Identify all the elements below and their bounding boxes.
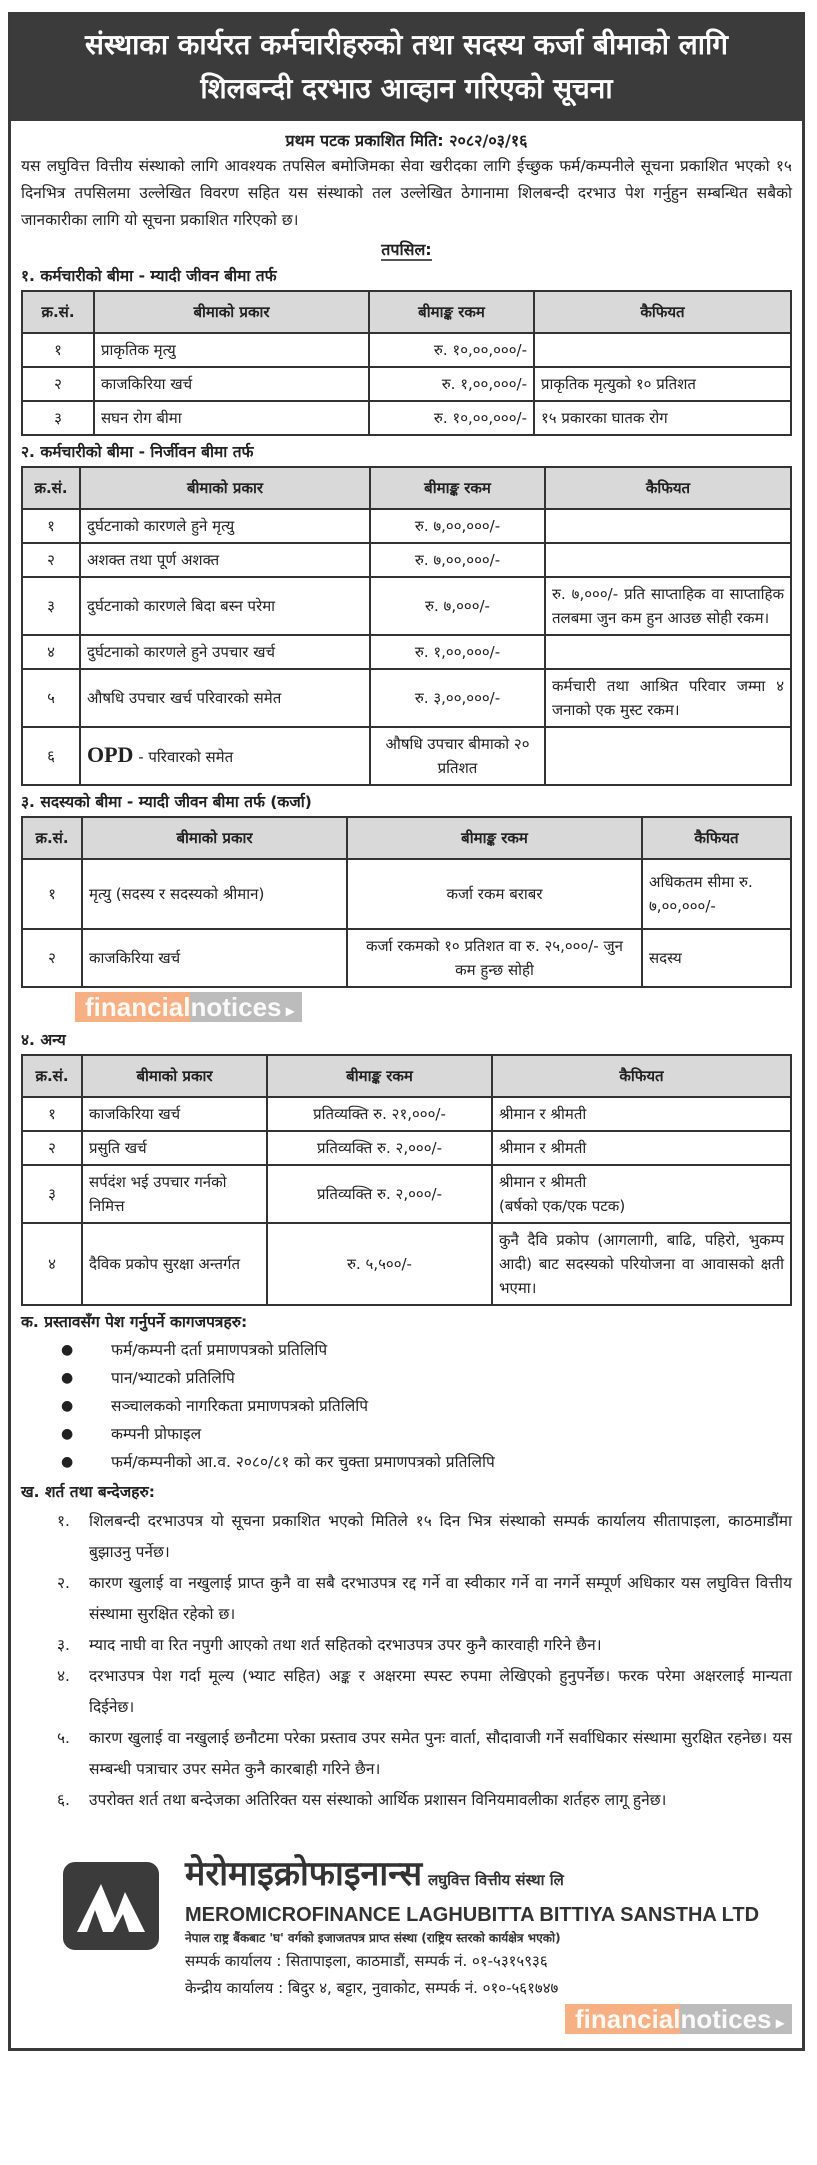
notice-frame <box>8 12 805 2051</box>
cell-amount: कर्जा रकम बराबर <box>347 859 642 929</box>
term-text: उपरोक्त शर्त तथा बन्देजका अतिरिक्त यस संस्थाको आर्थिक प्रशासन विनियमावलीका शर्तहरु लागू हुनेछ। <box>89 1791 667 1809</box>
cell-amount: रु. ५,५००/- <box>267 1223 492 1305</box>
cell-amount: रु. ७,००,०००/- <box>370 509 545 543</box>
section-4-table <box>21 1054 792 1306</box>
cell-sn: २ <box>22 543 80 577</box>
cell-amount: रु. १,००,०००/- <box>370 635 545 669</box>
cell-remarks: रु. ७,०००/- प्रति साप्ताहिक वा साप्ताहिक तलबमा जुन कम हुन आउछ सोही रकम। <box>545 577 791 635</box>
list-item-text: फर्म/कम्पनी दर्ता प्रमाणपत्रको प्रतिलिपि <box>111 1341 328 1359</box>
term-item <box>57 1785 792 1816</box>
org-name-english: MEROMICROFINANCE LAGHUBITTA BITTIYA SANSTHA LTD <box>185 1904 760 1926</box>
cell-sn: ३ <box>22 401 94 435</box>
term-item <box>57 1661 792 1723</box>
cell-type: औषधि उपचार खर्च परिवारको समेत <box>80 669 370 727</box>
title-line-2: शिलबन्दी दरभाउ आव्हान गरिएको सूचना <box>200 72 613 105</box>
cell-sn: २ <box>22 929 82 987</box>
cell-amount: रु. १०,००,०००/- <box>369 333 534 367</box>
term-text: कारण खुलाई वा नखुलाई प्राप्त कुनै वा सबै दरभाउपत्र रद्द गर्ने वा स्वीकार गर्ने वा नगर्ने सम्पूर्ण अधिकार यस लघुवित्त वित्तीय संस्थामा सुरक्षित रहेको छ। <box>89 1574 792 1623</box>
header-amount: बीमाङ्क रकम <box>347 817 642 859</box>
central-office: केन्द्रीय कार्यालय : बिदुर ४, बट्टार, नुवाकोट, सम्पर्क नं. ०१०-५६१७४७ <box>185 1979 559 1997</box>
header-type: बीमाको प्रकार <box>82 817 347 859</box>
term-number: ४. <box>57 1667 70 1685</box>
intro-paragraph: यस लघुवित्त वित्तीय संस्थाको लागि आवश्यक तपसिल बमोजिमका सेवा खरीदका लागि ईच्छुक फर्म/कम्पनीले सूचना प्रकाशित भएको १५ दिनभित्र तपसिलमा उल्लेखित विवरण सहित यस संस्थाको तल उल्लेखित ठेगानामा शिलबन्दी दरभाउ पेश गर्नुहुन सम्बन्धित सबैको जानकारीका लागि यो सूचना प्रकाशित गरिएको छ। <box>21 157 792 229</box>
licence-text: नेपाल राष्ट्र बैंकबाट 'घ' वर्गको इजाजतपत्र प्राप्त संस्था (राष्ट्रिय स्तरको कार्यक्षेत्र भएको) <box>185 1931 561 1945</box>
list-item-text: सञ्चालकको नागरिकता प्रमाणपत्रको प्रतिलिपि <box>111 1397 369 1415</box>
footer-text <box>185 1852 759 2002</box>
organization-footer <box>21 1852 792 2002</box>
table-row <box>22 401 791 435</box>
publication-label: प्रथम पटक प्रकाशित मिति: <box>285 131 444 150</box>
play-apple-icon: ▸ <box>771 2015 784 2032</box>
list-item <box>61 1364 792 1392</box>
cell-sn: ४ <box>22 1223 82 1305</box>
cell-type: अशक्त तथा पूर्ण अशक्त <box>80 543 370 577</box>
section-1-title: १. कर्मचारीको बीमा - म्यादी जीवन बीमा तर्फ <box>21 267 277 285</box>
header-remarks: कैफियत <box>534 291 791 333</box>
table-row <box>22 543 791 577</box>
cell-remarks: प्राकृतिक मृत्युको १० प्रतिशत <box>534 367 791 401</box>
table-row <box>22 929 791 987</box>
mountain-m-icon <box>63 1862 159 1950</box>
section-4-title: ४. अन्य <box>21 1031 66 1049</box>
cell-amount: कर्जा रकमको १० प्रतिशत वा रु. २५,०००/- जुन कम हुन्छ सोही <box>347 929 642 987</box>
header-remarks: कैफियत <box>492 1055 791 1097</box>
term-text: कारण खुलाई वा नखुलाई छनौटमा परेका प्रस्ताव उपर समेत पुनः वार्ता, सौदावाजी गर्ने सर्वाधिकार संस्थामा सुरक्षित रहनेछ। यस सम्बन्धी पत्राचार उपर समेत कुनै कारबाही गरिने छैन। <box>89 1729 792 1778</box>
cell-sn: ६ <box>22 727 80 785</box>
term-number: २. <box>57 1574 70 1592</box>
organization-logo-icon <box>63 1862 159 1950</box>
bullet-icon: ● <box>61 1370 74 1386</box>
header-amount: बीमाङ्क रकम <box>267 1055 492 1097</box>
cell-remarks <box>545 509 791 543</box>
header-amount: बीमाङ्क रकम <box>369 291 534 333</box>
list-item <box>61 1392 792 1420</box>
watermark-part2-wrap <box>680 2004 792 2034</box>
section-2-title: २. कर्मचारीको बीमा - निर्जीवन बीमा तर्फ <box>21 443 254 461</box>
cell-amount: प्रतिव्यक्ति रु. २,०००/- <box>267 1131 492 1165</box>
play-apple-icon: ▸ <box>281 1003 294 1020</box>
cell-amount: रु. १०,००,०००/- <box>369 401 534 435</box>
tapsil-heading <box>21 238 792 260</box>
publication-date <box>21 129 792 151</box>
cell-sn: २ <box>22 1131 82 1165</box>
cell-remarks <box>545 727 791 785</box>
title-line-1: संस्थाका कार्यरत कर्मचारीहरुको तथा सदस्य कर्जा बीमाको लागि <box>85 28 728 61</box>
table-row <box>22 509 791 543</box>
bullet-icon: ● <box>61 1454 74 1470</box>
section-3-table <box>21 816 792 988</box>
table-row <box>22 333 791 367</box>
table-header-row <box>22 467 791 509</box>
cell-amount: औषधि उपचार बीमाको २० प्रतिशत <box>370 727 545 785</box>
cell-amount: रु. ७,०००/- <box>370 577 545 635</box>
table-row <box>22 669 791 727</box>
cell-remarks: कर्मचारी तथा आश्रित परिवार जम्मा ४ जनाको एक मुस्ट रकम। <box>545 669 791 727</box>
header-type: बीमाको प्रकार <box>82 1055 267 1097</box>
cell-sn: ३ <box>22 577 80 635</box>
bullet-icon: ● <box>61 1342 74 1358</box>
table-row <box>22 727 791 785</box>
org-suffix-np: लघुवित्त वित्तीय संस्था लि <box>428 1871 564 1889</box>
section-1-table <box>21 290 792 436</box>
cell-sn: २ <box>22 367 94 401</box>
term-text: शिलबन्दी दरभाउपत्र यो सूचना प्रकाशित भएको मितिले १५ दिन भित्र संस्थाको सम्पर्क कार्यालय सीतापाइला, काठमाडौंमा बुझाउनु पर्नेछ। <box>89 1512 792 1561</box>
term-text: म्याद नाघी वा रित नपुगी आएको तथा शर्त सहितको दरभाउपत्र उपर कुनै कारवाही गरिने छैन। <box>89 1636 602 1654</box>
opd-suffix: - परिवारको समेत <box>133 748 234 766</box>
table-header-row <box>22 291 791 333</box>
table-row <box>22 1097 791 1131</box>
watermark <box>75 992 302 1022</box>
table-row <box>22 367 791 401</box>
watermark-part1: financial <box>565 2004 680 2034</box>
terms-title: ख. शर्त तथा बन्देजहरु: <box>21 1483 155 1501</box>
term-item <box>57 1723 792 1785</box>
cell-type: काजकिरिया खर्च <box>82 929 347 987</box>
watermark-part2: notices <box>190 992 282 1022</box>
documents-title: क. प्रस्तावसँग पेश गर्नुपर्ने कागजपत्रहरु: <box>21 1313 248 1331</box>
publication-value: २०८२/०३/१६ <box>449 131 528 150</box>
list-item-text: पान/भ्याटको प्रतिलिपि <box>111 1369 235 1387</box>
header-sn: क्र.सं. <box>22 291 94 333</box>
cell-type: प्राकृतिक मृत्यु <box>94 333 369 367</box>
cell-type <box>80 727 370 785</box>
cell-remarks: श्रीमान र श्रीमती <box>492 1131 791 1165</box>
table-row <box>22 1131 791 1165</box>
org-name-nepali <box>185 1852 759 1902</box>
cell-remarks: कुनै दैवि प्रकोप (आगलागी, बाढि, पहिरो, भुकम्प आदी) बाट सदस्यको परियोजना वा आवासको क्षती भएमा। <box>492 1223 791 1305</box>
cell-type: काजकिरिया खर्च <box>82 1097 267 1131</box>
header-sn: क्र.सं. <box>22 817 82 859</box>
cell-sn: १ <box>22 333 94 367</box>
term-text: दरभाउपत्र पेश गर्दा मूल्य (भ्याट सहित) अङ्क र अक्षरमा स्पस्ट रुपमा लेखिएको हुनुपर्नेछ। फरक परेमा अक्षरलाई मान्यता दिईनेछ। <box>89 1667 792 1716</box>
notice-header <box>11 15 802 121</box>
terms-list <box>21 1506 792 1816</box>
list-item <box>61 1420 792 1448</box>
cell-remarks: सदस्य <box>642 929 791 987</box>
header-sn: क्र.सं. <box>22 467 80 509</box>
table-row <box>22 1223 791 1305</box>
cell-sn: १ <box>22 859 82 929</box>
watermark-part2-wrap <box>190 992 302 1022</box>
term-number: ३. <box>57 1636 70 1654</box>
cell-amount: रु. १,००,०००/- <box>369 367 534 401</box>
cell-sn: ४ <box>22 635 80 669</box>
notice-body <box>11 121 802 2048</box>
cell-type: सर्पदंश भई उपचार गर्नको निमित्त <box>82 1165 267 1223</box>
cell-sn: ३ <box>22 1165 82 1223</box>
cell-remarks: अधिकतम सीमा रु. ७,००,०००/- <box>642 859 791 929</box>
table-row <box>22 577 791 635</box>
header-type: बीमाको प्रकार <box>80 467 370 509</box>
cell-sn: ५ <box>22 669 80 727</box>
bullet-icon: ● <box>61 1398 74 1414</box>
term-number: ६. <box>57 1791 70 1809</box>
list-item <box>61 1448 792 1476</box>
watermark-strip <box>21 992 792 1024</box>
table-header-row <box>22 817 791 859</box>
table-header-row <box>22 1055 791 1097</box>
term-item <box>57 1506 792 1568</box>
table-row <box>22 635 791 669</box>
table-row <box>22 1165 791 1223</box>
tapsil-label: तपसिल: <box>381 240 432 259</box>
cell-type: दुर्घटनाको कारणले हुने उपचार खर्च <box>80 635 370 669</box>
remarks-line-2: (बर्षको एक/एक पटक) <box>499 1197 626 1215</box>
header-sn: क्र.सं. <box>22 1055 82 1097</box>
section-2-table <box>21 466 792 786</box>
cell-amount: प्रतिव्यक्ति रु. २,०००/- <box>267 1165 492 1223</box>
cell-remarks <box>545 543 791 577</box>
cell-type: मृत्यु (सदस्य र सदस्यको श्रीमान) <box>82 859 347 929</box>
term-item <box>57 1568 792 1630</box>
list-item-text: फर्म/कम्पनीको आ.व. २०८०/८१ को कर चुक्ता प्रमाणपत्रको प्रतिलिपि <box>111 1453 495 1471</box>
cell-sn: १ <box>22 509 80 543</box>
cell-remarks <box>534 333 791 367</box>
watermark-part1: financial <box>75 992 190 1022</box>
term-number: ५. <box>57 1729 70 1747</box>
header-type: बीमाको प्रकार <box>94 291 369 333</box>
term-item <box>57 1630 792 1661</box>
cell-type: दुर्घटनाको कारणले बिदा बस्न परेमा <box>80 577 370 635</box>
cell-sn: १ <box>22 1097 82 1131</box>
header-amount: बीमाङ्क रकम <box>370 467 545 509</box>
cell-amount: रु. ७,००,०००/- <box>370 543 545 577</box>
cell-type: सघन रोग बीमा <box>94 401 369 435</box>
remarks-line-1: श्रीमान र श्रीमती <box>499 1173 587 1191</box>
cell-type: दैविक प्रकोप सुरक्षा अन्तर्गत <box>82 1223 267 1305</box>
section-3-title: ३. सदस्यको बीमा - म्यादी जीवन बीमा तर्फ (कर्जा) <box>21 793 312 811</box>
bullet-icon: ● <box>61 1426 74 1442</box>
cell-amount: रु. ३,००,०००/- <box>370 669 545 727</box>
term-number: १. <box>57 1512 70 1530</box>
watermark-strip <box>21 2004 792 2036</box>
cell-type: प्रसुति खर्च <box>82 1131 267 1165</box>
documents-list <box>21 1336 792 1476</box>
header-remarks: कैफियत <box>545 467 791 509</box>
watermark-part2: notices <box>680 2004 772 2034</box>
opd-label: OPD <box>87 742 134 767</box>
header-remarks: कैफियत <box>642 817 791 859</box>
table-row <box>22 859 791 929</box>
list-item <box>61 1336 792 1364</box>
cell-amount: प्रतिव्यक्ति रु. २१,०००/- <box>267 1097 492 1131</box>
cell-remarks: १५ प्रकारका घातक रोग <box>534 401 791 435</box>
cell-remarks <box>545 635 791 669</box>
cell-type: दुर्घटनाको कारणले हुने मृत्यु <box>80 509 370 543</box>
cell-type: काजकिरिया खर्च <box>94 367 369 401</box>
watermark <box>565 2004 792 2034</box>
contact-office: सम्पर्क कार्यालय : सितापाइला, काठमाडौं, सम्पर्क नं. ०१-५३१५९३६ <box>185 1952 548 1970</box>
cell-remarks: श्रीमान र श्रीमती <box>492 1097 791 1131</box>
cell-remarks <box>492 1165 791 1223</box>
org-name-np-text: मेरोमाइक्रोफाइनान्स <box>185 1854 423 1894</box>
list-item-text: कम्पनी प्रोफाइल <box>111 1425 202 1443</box>
